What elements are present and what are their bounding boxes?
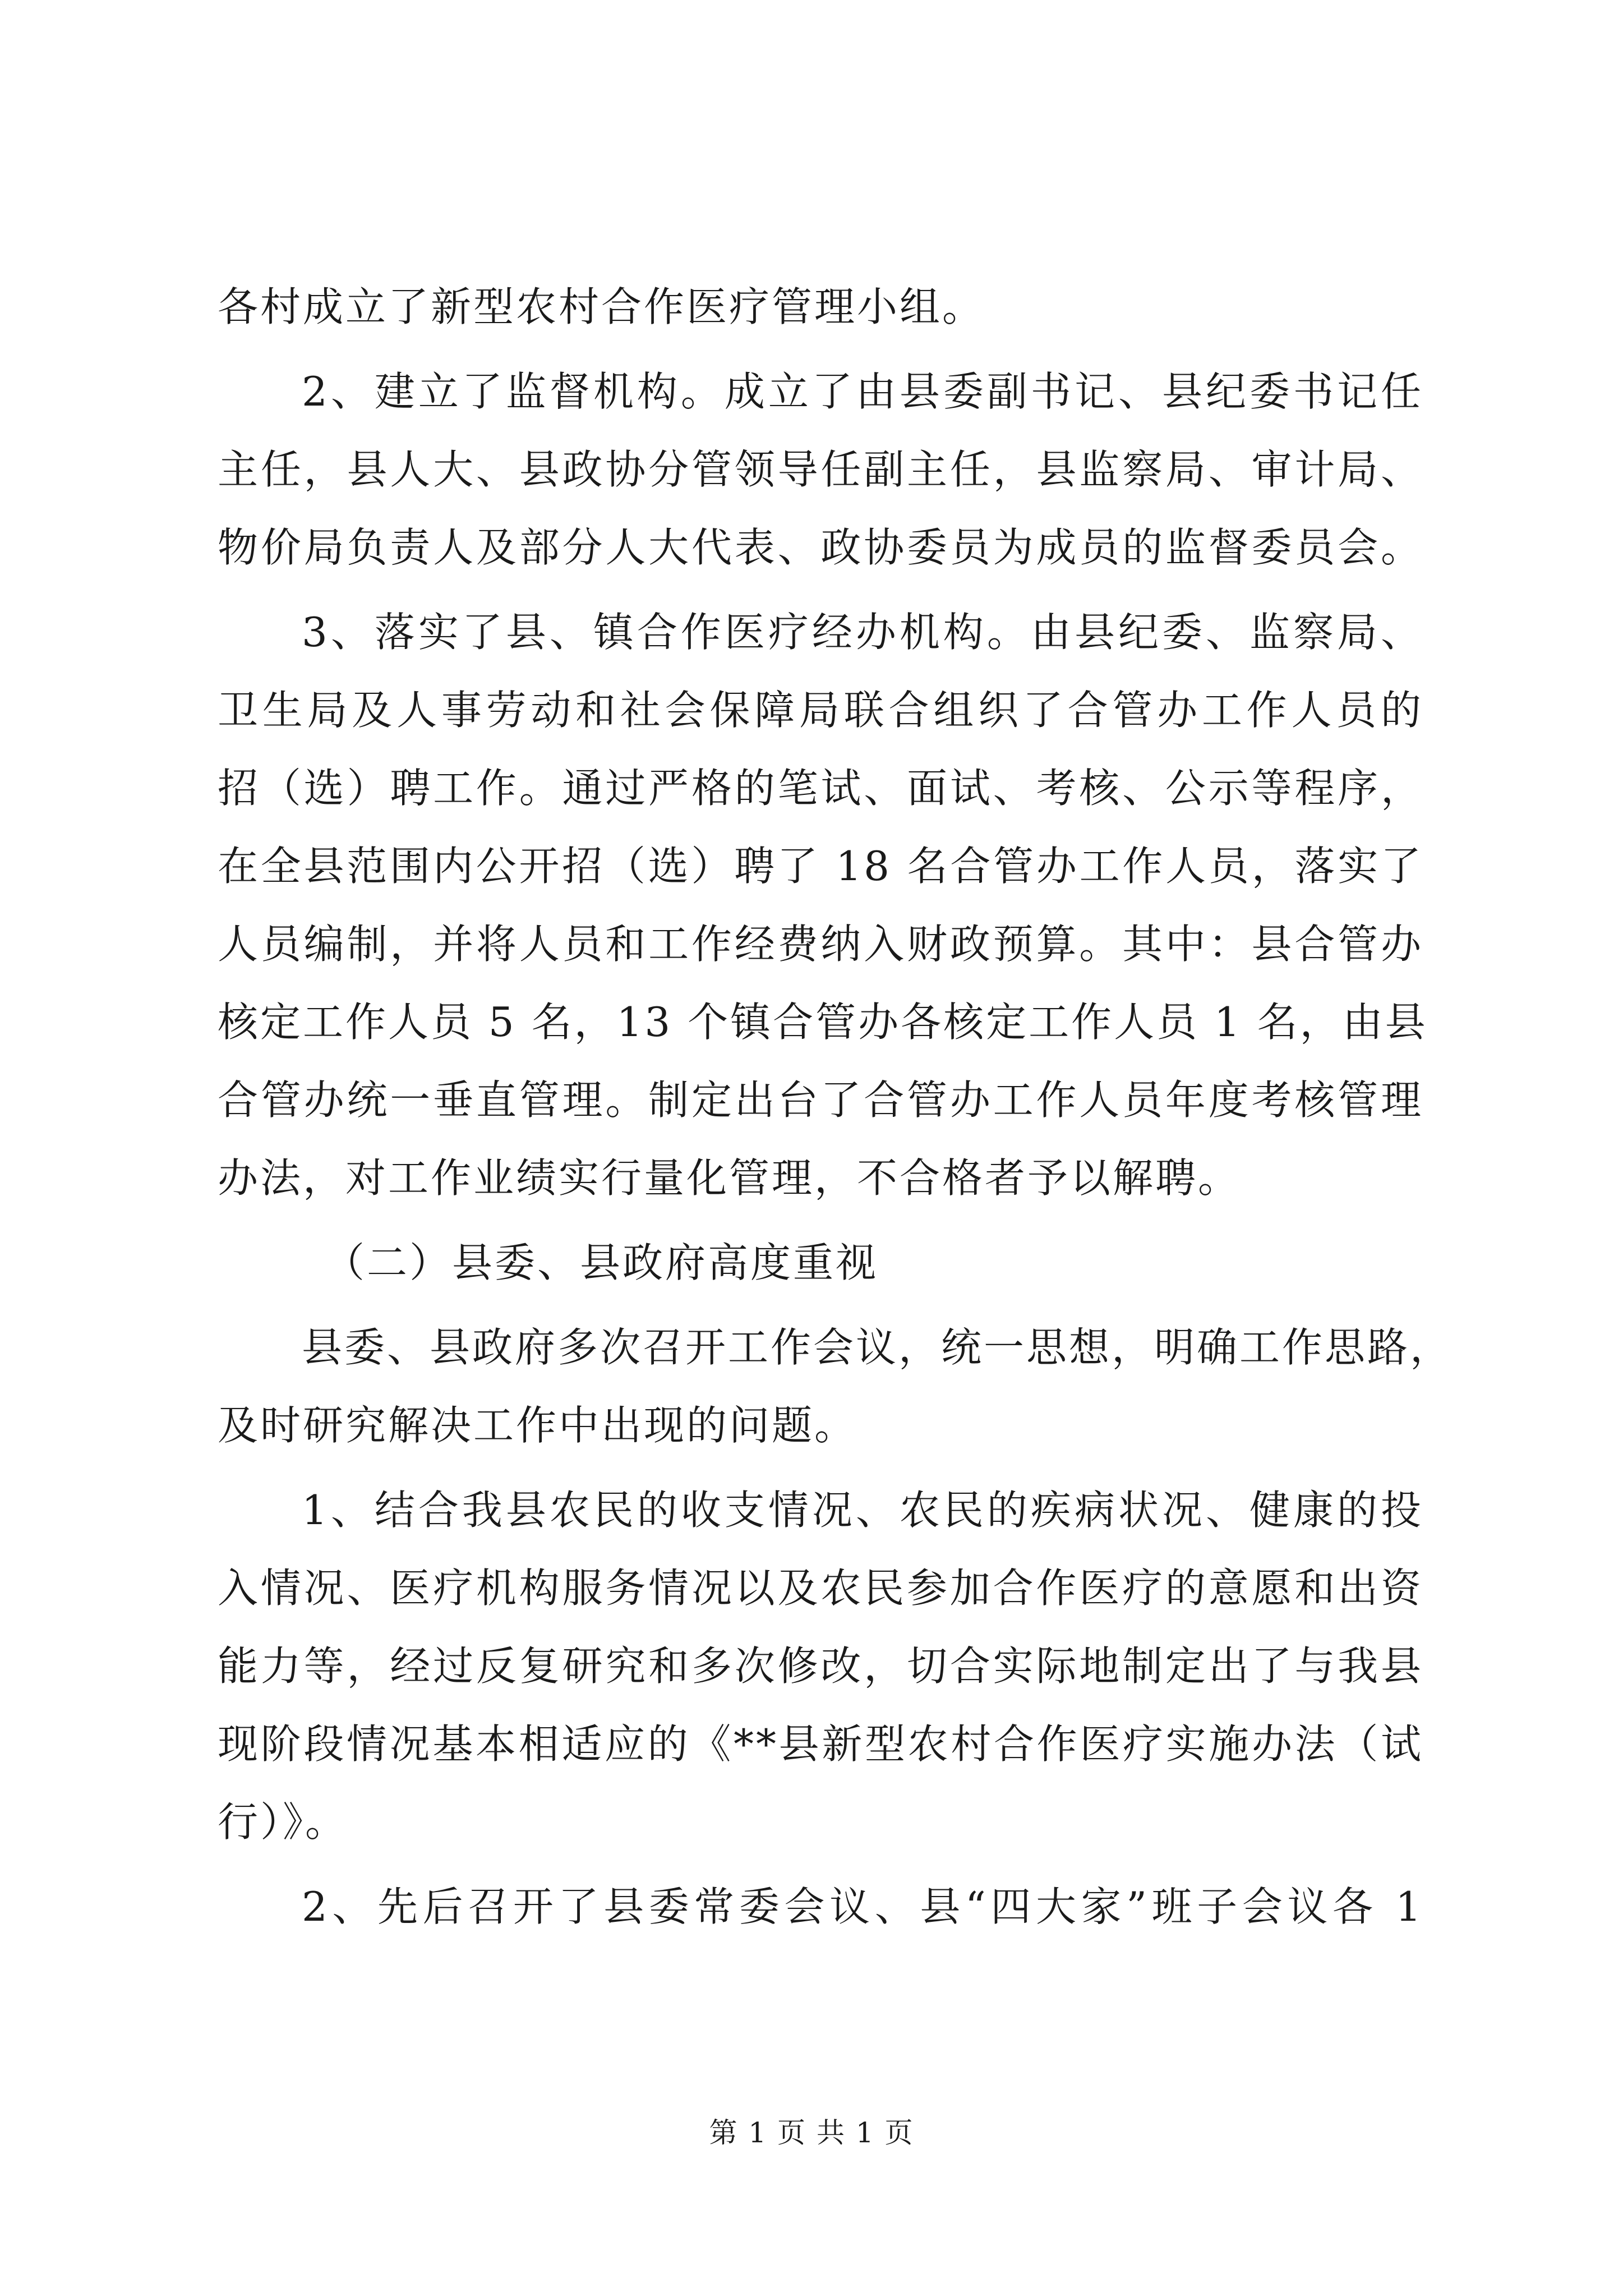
text-line: 能力等，经过反复研究和多次修改，切合实际地制定出了与我县 <box>218 1642 1423 1690</box>
text-line: 人员编制，并将人员和工作经费纳入财政预算。其中：县合管办 <box>218 921 1423 968</box>
document-body <box>218 268 1453 1946</box>
text-line: 卫生局及人事劳动和社会保障局联合组织了合管办工作人员的 <box>218 687 1423 734</box>
text-line: 现阶段情况基本相适应的《**县新型农村合作医疗实施办法（试 <box>218 1720 1423 1768</box>
text-line: 2、建立了监督机构。成立了由县委副书记、县纪委书记任 <box>302 368 1423 415</box>
page-footer: 第 1 页 共 1 页 <box>709 2116 914 2149</box>
text-line: 3、落实了县、镇合作医疗经办机构。由县纪委、监察局、 <box>302 609 1423 656</box>
text-line: 核定工作人员 5 名，13 个镇合管办各核定工作人员 1 名，由县 <box>218 999 1428 1046</box>
text-line: 县委、县政府多次召开工作会议，统一思想，明确工作思路， <box>302 1324 1453 1371</box>
text-line: 招（选）聘工作。通过严格的笔试、面试、考核、公示等程序， <box>218 765 1423 812</box>
text-line: 入情况、医疗机构服务情况以及农民参加合作医疗的意愿和出资 <box>218 1565 1423 1612</box>
text-line: 行）》。 <box>218 1798 348 1846</box>
text-line: 各村成立了新型农村合作医疗管理小组。 <box>218 283 985 330</box>
text-line: 2、先后召开了县委常委会议、县“四大家”班子会议各 1 <box>302 1883 1423 1930</box>
text-line: 物价局负责人及部分人大代表、政协委员为成员的监督委员会。 <box>218 524 1423 571</box>
section-heading: （二）县委、县政府高度重视 <box>324 1239 879 1286</box>
text-line: 1、结合我县农民的收支情况、农民的疾病状况、健康的投 <box>302 1487 1423 1534</box>
text-line: 在全县范围内公开招（选）聘了 18 名合管办工作人员，落实了 <box>218 843 1423 890</box>
text-line: 办法，对工作业绩实行量化管理，不合格者予以解聘。 <box>218 1154 1241 1202</box>
text-line: 合管办统一垂直管理。制定出台了合管办工作人员年度考核管理 <box>218 1076 1423 1124</box>
text-line: 主任，县人大、县政协分管领导任副主任，县监察局、审计局、 <box>218 446 1423 493</box>
text-line: 及时研究解决工作中出现的问题。 <box>218 1402 857 1449</box>
